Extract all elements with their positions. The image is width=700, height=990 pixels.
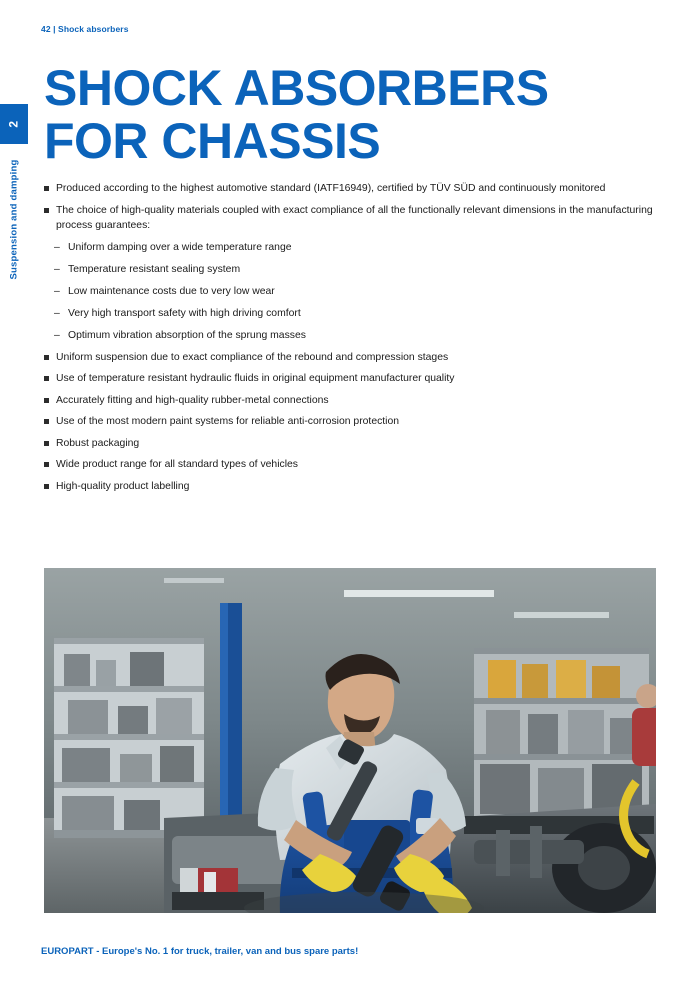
page-title xyxy=(44,62,644,168)
sub-list-item-text: Very high transport safety with high driving comfort xyxy=(68,307,301,319)
list-item-text: Use of temperature resistant hydraulic fluids in original equipment manufacturer quality xyxy=(56,373,455,384)
sub-list-item xyxy=(44,307,656,322)
list-item-text: Use of the most modern paint systems for reliable anti-corrosion protection xyxy=(56,416,400,427)
sub-list-item xyxy=(44,329,656,344)
page-footer: EUROPART - Europe's No. 1 for truck, trailer, van and bus spare parts! xyxy=(41,946,359,957)
chapter-label xyxy=(0,152,28,322)
sub-list-item-text: Temperature resistant sealing system xyxy=(68,263,241,275)
list-item-text: High-quality product labelling xyxy=(56,480,190,492)
list-item xyxy=(44,415,656,430)
chapter-tab xyxy=(0,104,28,144)
sub-list-item-text: Optimum vibration absorption of the sprung masses xyxy=(68,329,306,341)
sub-list-item xyxy=(44,285,656,300)
list-item xyxy=(44,437,656,452)
square-bullet-icon xyxy=(44,208,49,213)
list-item-text: The choice of high-quality materials coupled with exact compliance of all the functionally relevant dimensions in the manufacturing process guarantees: xyxy=(56,205,653,231)
list-item xyxy=(44,372,656,387)
list-item xyxy=(44,351,656,366)
square-bullet-icon xyxy=(44,441,49,446)
list-item-text: Uniform suspension due to exact compliance of the rebound and compression stages xyxy=(56,351,449,363)
square-bullet-icon xyxy=(44,376,49,381)
sub-list-item xyxy=(44,263,656,278)
list-item-text: Accurately fitting and high-quality rubber-metal connections xyxy=(56,394,329,406)
list-item xyxy=(44,480,656,495)
dash-bullet-icon: – xyxy=(54,307,60,319)
dash-bullet-icon: – xyxy=(54,285,60,297)
dash-bullet-icon: – xyxy=(54,329,60,341)
list-item xyxy=(44,458,656,473)
sub-list-item-text: Uniform damping over a wide temperature range xyxy=(68,241,292,253)
square-bullet-icon xyxy=(44,355,49,360)
workshop-photo xyxy=(44,568,656,913)
list-item-text: Robust packaging xyxy=(56,437,140,449)
list-item-text: Produced according to the highest automotive standard (IATF16949), certified by TÜV SÜD and continuously monitored xyxy=(56,183,606,194)
square-bullet-icon xyxy=(44,398,49,403)
sub-list-item-text: Low maintenance costs due to very low wear xyxy=(68,285,275,297)
chapter-label-text: Suspension and damping xyxy=(8,159,20,280)
sub-list-item xyxy=(44,241,656,256)
list-item xyxy=(44,204,656,233)
square-bullet-icon xyxy=(44,462,49,467)
page-title-line-2: FOR CHASSIS xyxy=(44,113,381,169)
dash-bullet-icon: – xyxy=(54,241,60,253)
chapter-number: 2 xyxy=(7,120,21,128)
list-item xyxy=(44,182,656,197)
feature-list xyxy=(44,182,656,501)
dash-bullet-icon: – xyxy=(54,263,60,275)
square-bullet-icon xyxy=(44,484,49,489)
list-item-text: Wide product range for all standard types of vehicles xyxy=(56,459,298,470)
list-item xyxy=(44,394,656,409)
square-bullet-icon xyxy=(44,186,49,191)
page-header: 42 | Shock absorbers xyxy=(41,24,129,34)
square-bullet-icon xyxy=(44,419,49,424)
page-title-line-1: SHOCK ABSORBERS xyxy=(44,60,549,116)
